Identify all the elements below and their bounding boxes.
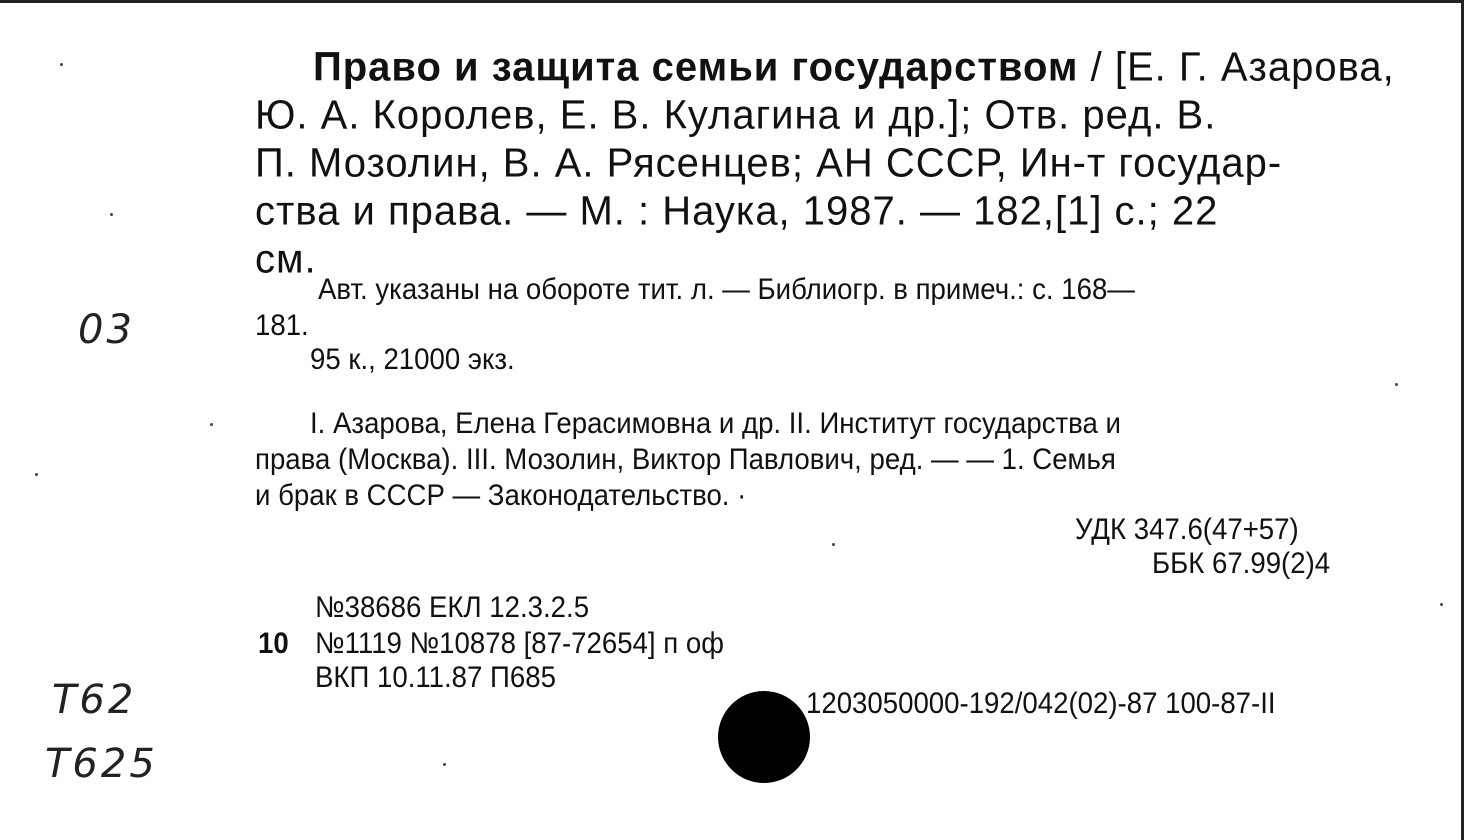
- registry-line-1: №38686 ЕКЛ 12.3.2.5: [315, 591, 590, 624]
- subjects-line-1: I. Азарова, Елена Герасимовна и др. II. Институт государства и: [310, 407, 1121, 440]
- notes-line-2: 181.: [255, 309, 309, 342]
- publisher-code: 1203050000-192/042(02)-87 100-87-II: [806, 687, 1276, 720]
- bbk-code: ББК 67.99(2)4: [1152, 547, 1331, 580]
- title-line: [255, 43, 1420, 92]
- subjects-line-3: и брак в СССР — Законодательство. ·: [255, 479, 747, 512]
- handwritten-mark-t62: Т62: [52, 677, 137, 723]
- handwritten-mark-t625: Т625: [45, 741, 158, 787]
- speck: [1440, 603, 1443, 606]
- speck: [35, 473, 38, 476]
- speck: [110, 213, 113, 216]
- book-title: Право и защита семьи государством: [313, 44, 1079, 90]
- bibliographic-entry: [255, 43, 1420, 283]
- title-line: П. Мозолин, В. А. Рясенцев; АН СССР, Ин-т государ-: [255, 140, 1283, 186]
- notes-line-1: Авт. указаны на обороте тит. л. — Библиогр. в примеч.: с. 168—: [318, 273, 1135, 306]
- price-line: 95 к., 21000 экз.: [310, 343, 515, 376]
- speck: [60, 63, 63, 66]
- title-line: ства и права. — М. : Наука, 1987. — 182,[1] с.; 22: [255, 188, 1219, 234]
- handwritten-mark-03: 03: [78, 307, 135, 353]
- subjects-line-2: права (Москва). III. Мозолин, Виктор Павлович, ред. — — 1. Семья: [255, 443, 1116, 476]
- speck: [832, 543, 835, 546]
- speck: [210, 423, 213, 426]
- speck: [443, 763, 446, 766]
- udk-code: УДК 347.6(47+57): [1075, 513, 1299, 546]
- title-line: Ю. А. Королев, Е. В. Кулагина и др.]; Отв. ред. В.: [255, 92, 1217, 138]
- registry-line-3: ВКП 10.11.87 П685: [315, 661, 556, 694]
- registry-line-2: №1119 №10878 [87-72654] п оф: [315, 627, 724, 660]
- registry-prefix: 10: [258, 627, 289, 660]
- speck: [1395, 383, 1398, 386]
- title-line-rest: / [Е. Г. Азарова,: [1078, 44, 1395, 90]
- title-line: см.: [255, 236, 317, 282]
- ink-blot: [718, 691, 810, 783]
